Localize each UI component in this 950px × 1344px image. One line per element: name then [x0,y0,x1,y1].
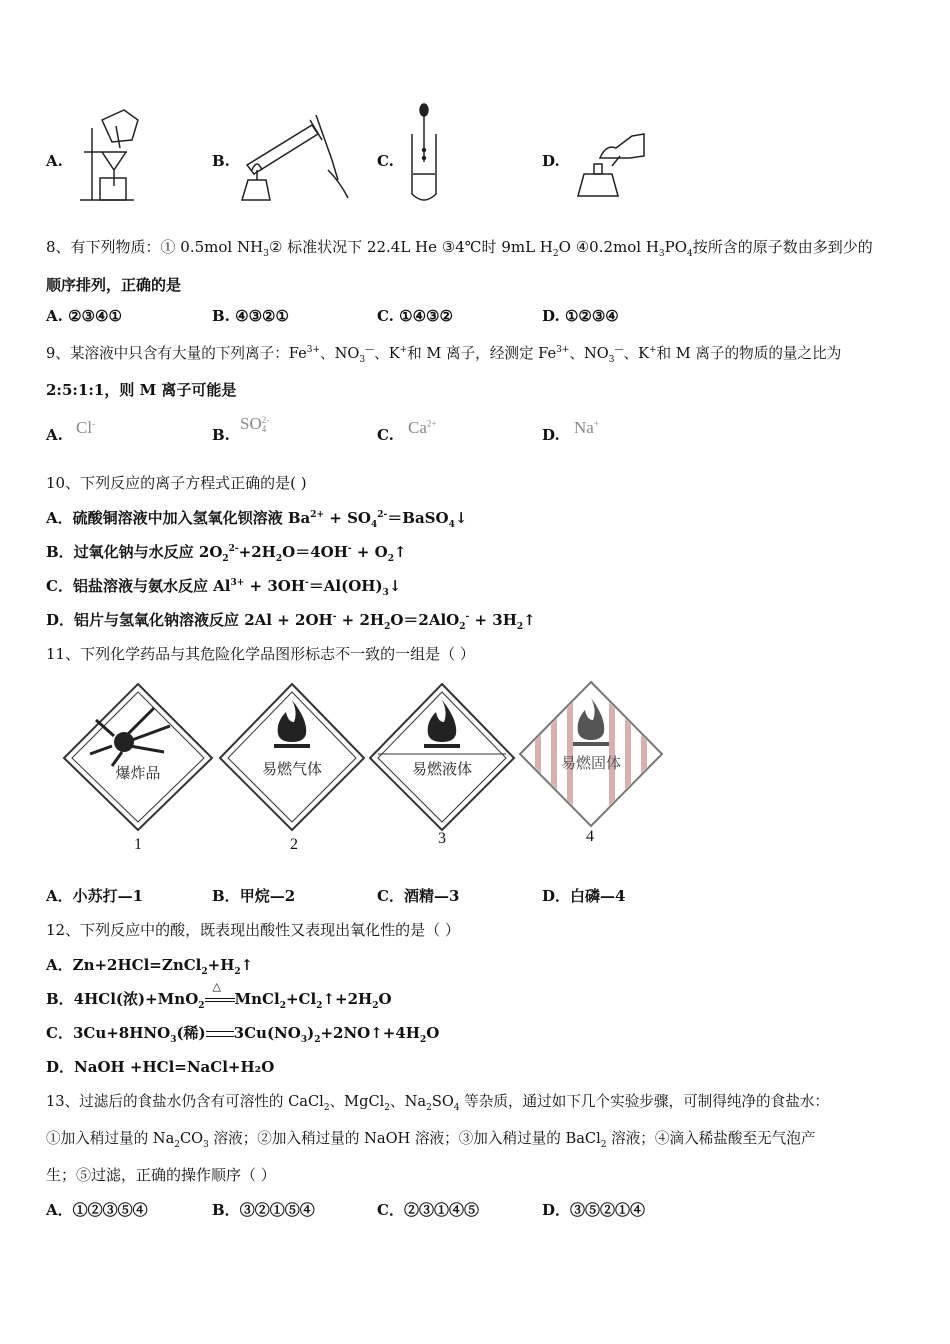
q9-option-c-ion: $Ca^{2+}$ [408,418,437,437]
q9-option-d-ion: Na+ [574,418,599,437]
filtration-apparatus-icon [72,100,152,205]
q11-option-c[interactable]: C．酒精—3 [377,887,460,905]
q13-option-d[interactable]: D．③⑤②①④ [542,1201,646,1219]
sign-number-3: 3 [438,830,446,847]
q8-option-a[interactable]: A. ②③④① [46,307,122,325]
q10-option-c[interactable]: C．铝盐溶液与氨水反应 $Al^{3+}$ + $3OH^-=Al(OH)_3↓$ [46,577,402,598]
sign-label-3: 易燃液体 [411,760,473,778]
q12-option-b[interactable]: B．4HCl(浓)+MnO$_2$ △ $MnCl_2+Cl_2↑+2H_2O$ [46,980,392,1011]
q8-option-c[interactable]: C. ①④③② [377,307,453,325]
q7-option-d-label[interactable]: D. [542,152,560,170]
q13-option-c[interactable]: C．②③①④⑤ [377,1201,479,1219]
q9-option-b-ion: SO2- 4 [240,414,270,435]
flammable-solid-diamond-icon [518,680,664,828]
hazard-sign-flammable-liquid [368,682,516,836]
q13-stem-line2: ①加入稍过量的 $Na_2CO_3$ 溶液；②加入稍过量的 NaOH 溶液；③加入稍过量的 BaCl$_2$ 溶液；④滴入稀盐酸至无气泡产 [46,1130,816,1150]
q7-option-c-label[interactable]: C. [377,152,394,170]
q12-option-d[interactable]: D．NaOH +HCl=NaCl+H₂O [46,1058,275,1076]
q12-option-a[interactable]: A．$Zn+2HCl=ZnCl_2+H_2↑$ [46,956,254,977]
equals-double-line [206,1031,234,1037]
q10-option-a[interactable]: A．硫酸铜溶液中加入氢氧化钡溶液 $Ba^{2+}$ + $SO_4^{2-}=BaSO_4↓$ [46,509,468,530]
q9-option-a-ion: Cl- [76,418,96,437]
q13-option-b[interactable]: B．③②①⑤④ [212,1201,315,1219]
q8-stem-line2: 顺序排列，正确的是 [46,276,182,294]
sign-label-4: 易燃固体 [560,754,622,772]
q7-option-a-label[interactable]: A. [46,152,63,170]
q12-stem: 12、下列反应中的酸，既表现出酸性又表现出氧化性的是（ ） [46,921,460,939]
q7-option-b-label[interactable]: B. [212,152,230,170]
q11-stem: 11、下列化学药品与其危险化学品图形标志不一致的一组是（ ） [46,645,475,663]
q9-stem-line2: 2:5:1:1，则 M 离子可能是 [46,381,237,399]
sign-number-2: 2 [290,836,298,853]
q13-stem-line1: 13、过滤后的食盐水仍含有可溶性的 CaCl$_2$、MgCl$_2$、$Na_2SO_4$ 等杂质，通过如下几个实验步骤，可制得纯净的食盐水： [46,1093,830,1113]
flammable-liquid-diamond-icon [368,682,516,832]
q11-option-a[interactable]: A．小苏打—1 [46,887,144,905]
explosive-diamond-icon [62,682,214,832]
flammable-gas-diamond-icon [218,682,366,832]
heating-condition-arrow: △ [205,992,235,1004]
q9-option-c[interactable]: C. [377,426,394,444]
alcohol-lamp-lighting-icon [572,128,652,203]
q9-stem: 9、某溶液中只含有大量的下列离子：$Fe^{3+}$、$NO_3^—$、K+和 M 离子，经测定 $Fe^{3+}$、$NO_3^—$、K+和 M 离子的物质的量之比为 [46,345,842,365]
q9-option-a[interactable]: A. [46,426,63,444]
hazard-sign-explosive [62,682,214,836]
q10-option-b[interactable]: B．过氧化钠与水反应 $2O_2^{2-}+2H_2O=4OH^-$ + $O_2↑$ [46,543,407,564]
q8-option-b[interactable]: B. ④③②① [212,307,289,325]
q12-option-c[interactable]: C．$3Cu+8HNO_3$(稀) $3Cu(NO_3)_2+2NO↑+4H_2O$ [46,1024,440,1045]
q9-option-d[interactable]: D. [542,426,560,444]
q8-stem: 8、有下列物质：① 0.5mol $NH_3②$ 标准状况下 22.4L He ③4℃时 9mL $H_2O$ ④0.2mol $H_3PO_4$按所含的原子数由多到少的 [46,238,873,259]
dropper-test-tube-icon [404,102,444,207]
q10-option-d[interactable]: D．铝片与氢氧化钠溶液反应 $2Al + 2OH^- + 2H_2O=2AlO_2^-$ + $3H_2↑$ [46,611,536,632]
q11-option-d[interactable]: D．白磷—4 [542,887,626,905]
q9-option-b[interactable]: B. [212,426,230,444]
hazard-sign-flammable-gas [218,682,366,836]
q13-stem-line3: 生；⑤过滤，正确的操作顺序（ ） [46,1166,276,1184]
sign-number-4: 4 [586,828,594,845]
sign-label-1: 爆炸品 [115,764,161,782]
sign-label-2: 易燃气体 [261,760,323,778]
q13-option-a[interactable]: A．①②③⑤④ [46,1201,148,1219]
hazard-sign-flammable-solid [518,680,664,832]
q10-stem: 10、下列反应的离子方程式正确的是( ) [46,474,307,492]
sign-number-1: 1 [134,836,142,853]
heating-test-tube-icon [232,110,352,205]
q8-option-d[interactable]: D. ①②③④ [542,307,619,325]
q11-option-b[interactable]: B．甲烷—2 [212,887,296,905]
